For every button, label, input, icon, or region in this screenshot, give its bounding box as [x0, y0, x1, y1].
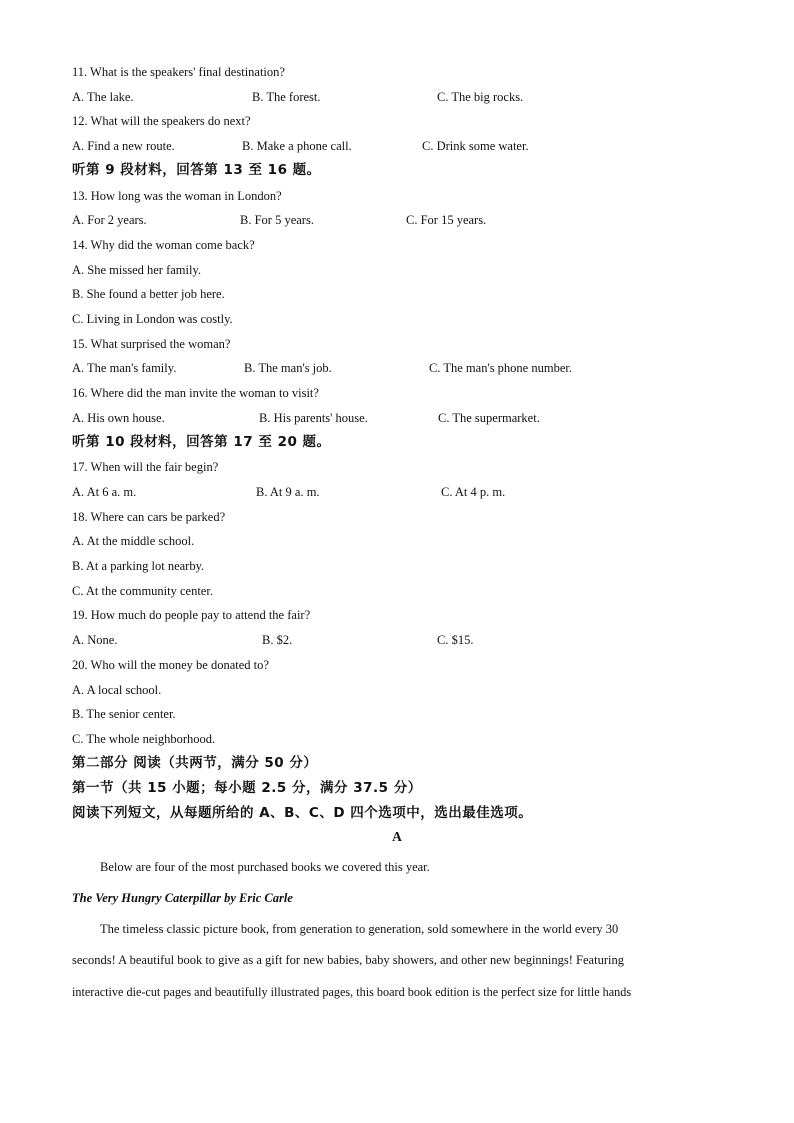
question-20-option-b: B. The senior center. — [72, 707, 176, 721]
question-15-stem: 15. What surprised the woman? — [72, 337, 231, 351]
question-13-option-a: A. For 2 years. — [72, 213, 147, 227]
question-11-option-c: C. The big rocks. — [437, 90, 524, 104]
section-10-heading: 听第 10 段材料，回答第 17 至 20 题。 — [72, 434, 331, 450]
question-14-option-c: C. Living in London was costly. — [72, 312, 233, 326]
question-14-option-b: B. She found a better job here. — [72, 287, 225, 301]
question-19-option-c: C. $15. — [437, 633, 474, 647]
passage-letter: A — [392, 829, 402, 844]
reading-instruction: 阅读下列短文，从每题所给的 A、B、C、D 四个选项中，选出最佳选项。 — [72, 805, 533, 821]
passage-intro: Below are four of the most purchased books we covered this year. — [100, 860, 430, 874]
question-18-option-a: A. At the middle school. — [72, 534, 195, 548]
question-13-option-c: C. For 15 years. — [406, 213, 487, 227]
question-16-option-c: C. The supermarket. — [438, 411, 540, 425]
question-17-option-c: C. At 4 p. m. — [441, 485, 506, 499]
question-12-stem: 12. What will the speakers do next? — [72, 114, 251, 128]
question-14-stem: 14. Why did the woman come back? — [72, 238, 255, 252]
question-11-option-b: B. The forest. — [252, 90, 321, 104]
paragraph-line-3: interactive die-cut pages and beautifully illustrated pages, this board book edition is the perfect size for little hands — [72, 985, 632, 999]
question-11-stem: 11. What is the speakers' final destination? — [72, 65, 285, 79]
question-12-option-a: A. Find a new route. — [72, 139, 175, 153]
question-17-stem: 17. When will the fair begin? — [72, 460, 219, 474]
question-19-option-b: B. $2. — [262, 633, 293, 647]
question-11-option-a: A. The lake. — [72, 90, 134, 104]
question-13-stem: 13. How long was the woman in London? — [72, 189, 282, 203]
question-17-option-b: B. At 9 a. m. — [256, 485, 320, 499]
part-2-section-1-heading: 第一节（共 15 小题；每小题 2.5 分，满分 37.5 分） — [72, 780, 422, 796]
question-15-option-c: C. The man's phone number. — [429, 361, 572, 375]
question-18-option-c: C. At the community center. — [72, 584, 213, 598]
section-9-heading: 听第 9 段材料，回答第 13 至 16 题。 — [72, 162, 321, 178]
question-15-option-b: B. The man's job. — [244, 361, 332, 375]
part-2-heading: 第二部分 阅读（共两节，满分 50 分） — [72, 755, 318, 771]
question-20-stem: 20. Who will the money be donated to? — [72, 658, 269, 672]
book-title: The Very Hungry Caterpillar by Eric Carle — [72, 891, 293, 905]
question-16-option-a: A. His own house. — [72, 411, 165, 425]
question-18-stem: 18. Where can cars be parked? — [72, 510, 226, 524]
question-15-option-a: A. The man's family. — [72, 361, 177, 375]
question-18-option-b: B. At a parking lot nearby. — [72, 559, 205, 573]
question-14-option-a: A. She missed her family. — [72, 263, 202, 277]
paragraph-line-2: seconds! A beautiful book to give as a gift for new babies, baby showers, and other new beginnings! Featuring — [72, 953, 624, 967]
question-12-option-b: B. Make a phone call. — [242, 139, 352, 153]
question-20-option-a: A. A local school. — [72, 683, 162, 697]
question-13-option-b: B. For 5 years. — [240, 213, 314, 227]
question-16-stem: 16. Where did the man invite the woman to visit? — [72, 386, 319, 400]
question-16-option-b: B. His parents' house. — [259, 411, 368, 425]
question-12-option-c: C. Drink some water. — [422, 139, 529, 153]
paragraph-line-1: The timeless classic picture book, from generation to generation, sold somewhere in the world every 30 — [100, 922, 619, 936]
question-19-stem: 19. How much do people pay to attend the fair? — [72, 608, 311, 622]
question-19-option-a: A. None. — [72, 633, 118, 647]
question-20-option-c: C. The whole neighborhood. — [72, 732, 216, 746]
question-17-option-a: A. At 6 a. m. — [72, 485, 137, 499]
